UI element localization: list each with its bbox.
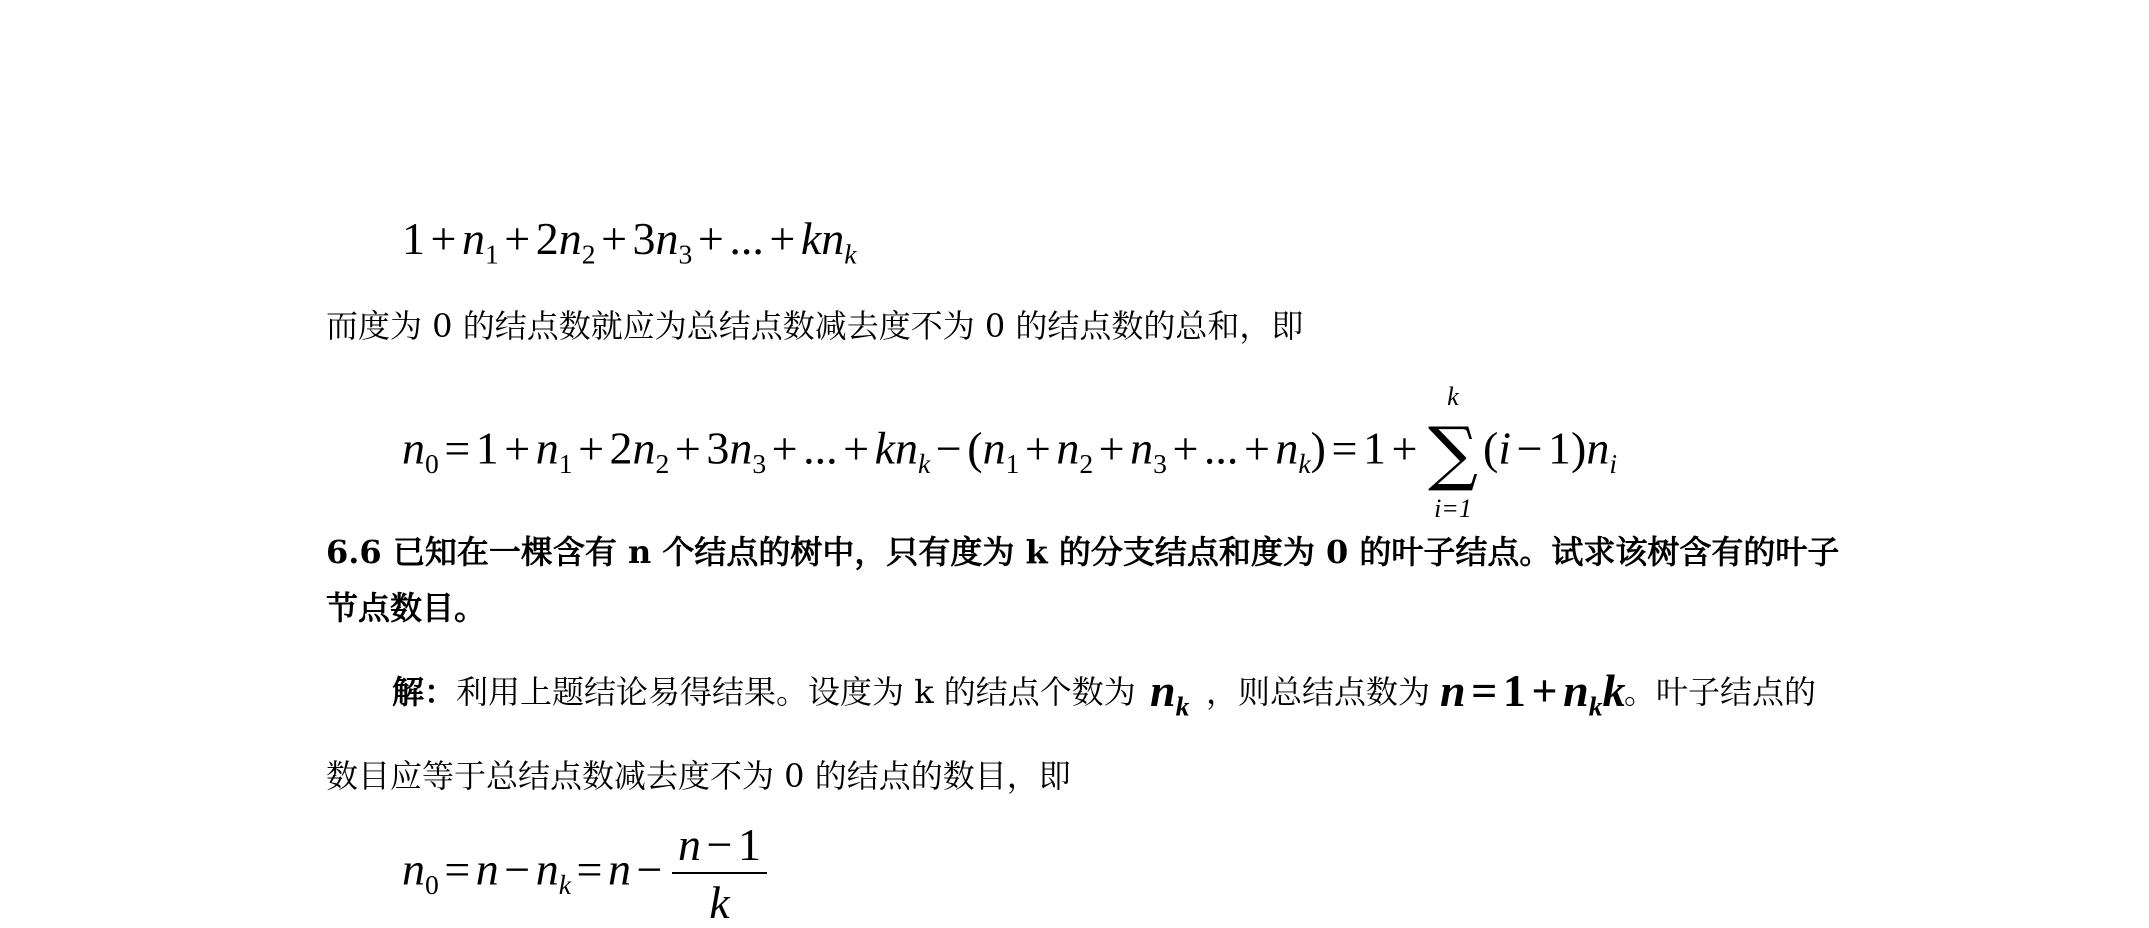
problem-heading: 6.6 已知在一棵含有 n 个结点的树中，只有度为 k 的分支结点和度为 0 的叶子结点。试求该树含有的叶子: [326, 533, 1840, 571]
solution-line: [392, 673, 1136, 711]
equation-n0-sum: $n_0 = 1 + n_1 + 2n_2 + 3n_3$ + ... + $kn_k - (n_1 + n_2 + n_3$ + ... + $n_k) = 1$ + k ∑ i=1 $(i - 1)n_i$: [402, 382, 1618, 523]
inline-math-nk: $n_k$: [1150, 665, 1190, 722]
solution-text-a: 利用上题结论易得结果。设度为 k 的结点个数为: [456, 673, 1136, 711]
solution-label: 解：: [392, 673, 457, 711]
equation-n0-result: $n_0 = n - n_k = n$ − $\frac{n - 1}{k}$: [402, 822, 767, 926]
inline-math-total: $n = 1 + n_kk$: [1440, 665, 1626, 722]
solution-text-c: 。叶子结点的: [1624, 673, 1817, 711]
problem-heading-continued: 节点数目。: [326, 589, 487, 627]
solution-text-b: ，则总结点数为: [1206, 673, 1431, 711]
solution-line-2: 数目应等于总结点数减去度不为 0 的结点的数目，即: [326, 757, 1071, 795]
equation-total-degree: $1 + n_1 + 2n_2 + 3n_3$ + ... + $kn_k$: [402, 213, 857, 270]
fraction: $\frac{n - 1}{k}$: [672, 822, 767, 926]
paragraph-text: 而度为 0 的结点数就应为总结点数减去度不为 0 的结点数的总和，即: [326, 307, 1304, 345]
summation-symbol: k ∑ i=1: [1427, 382, 1478, 523]
